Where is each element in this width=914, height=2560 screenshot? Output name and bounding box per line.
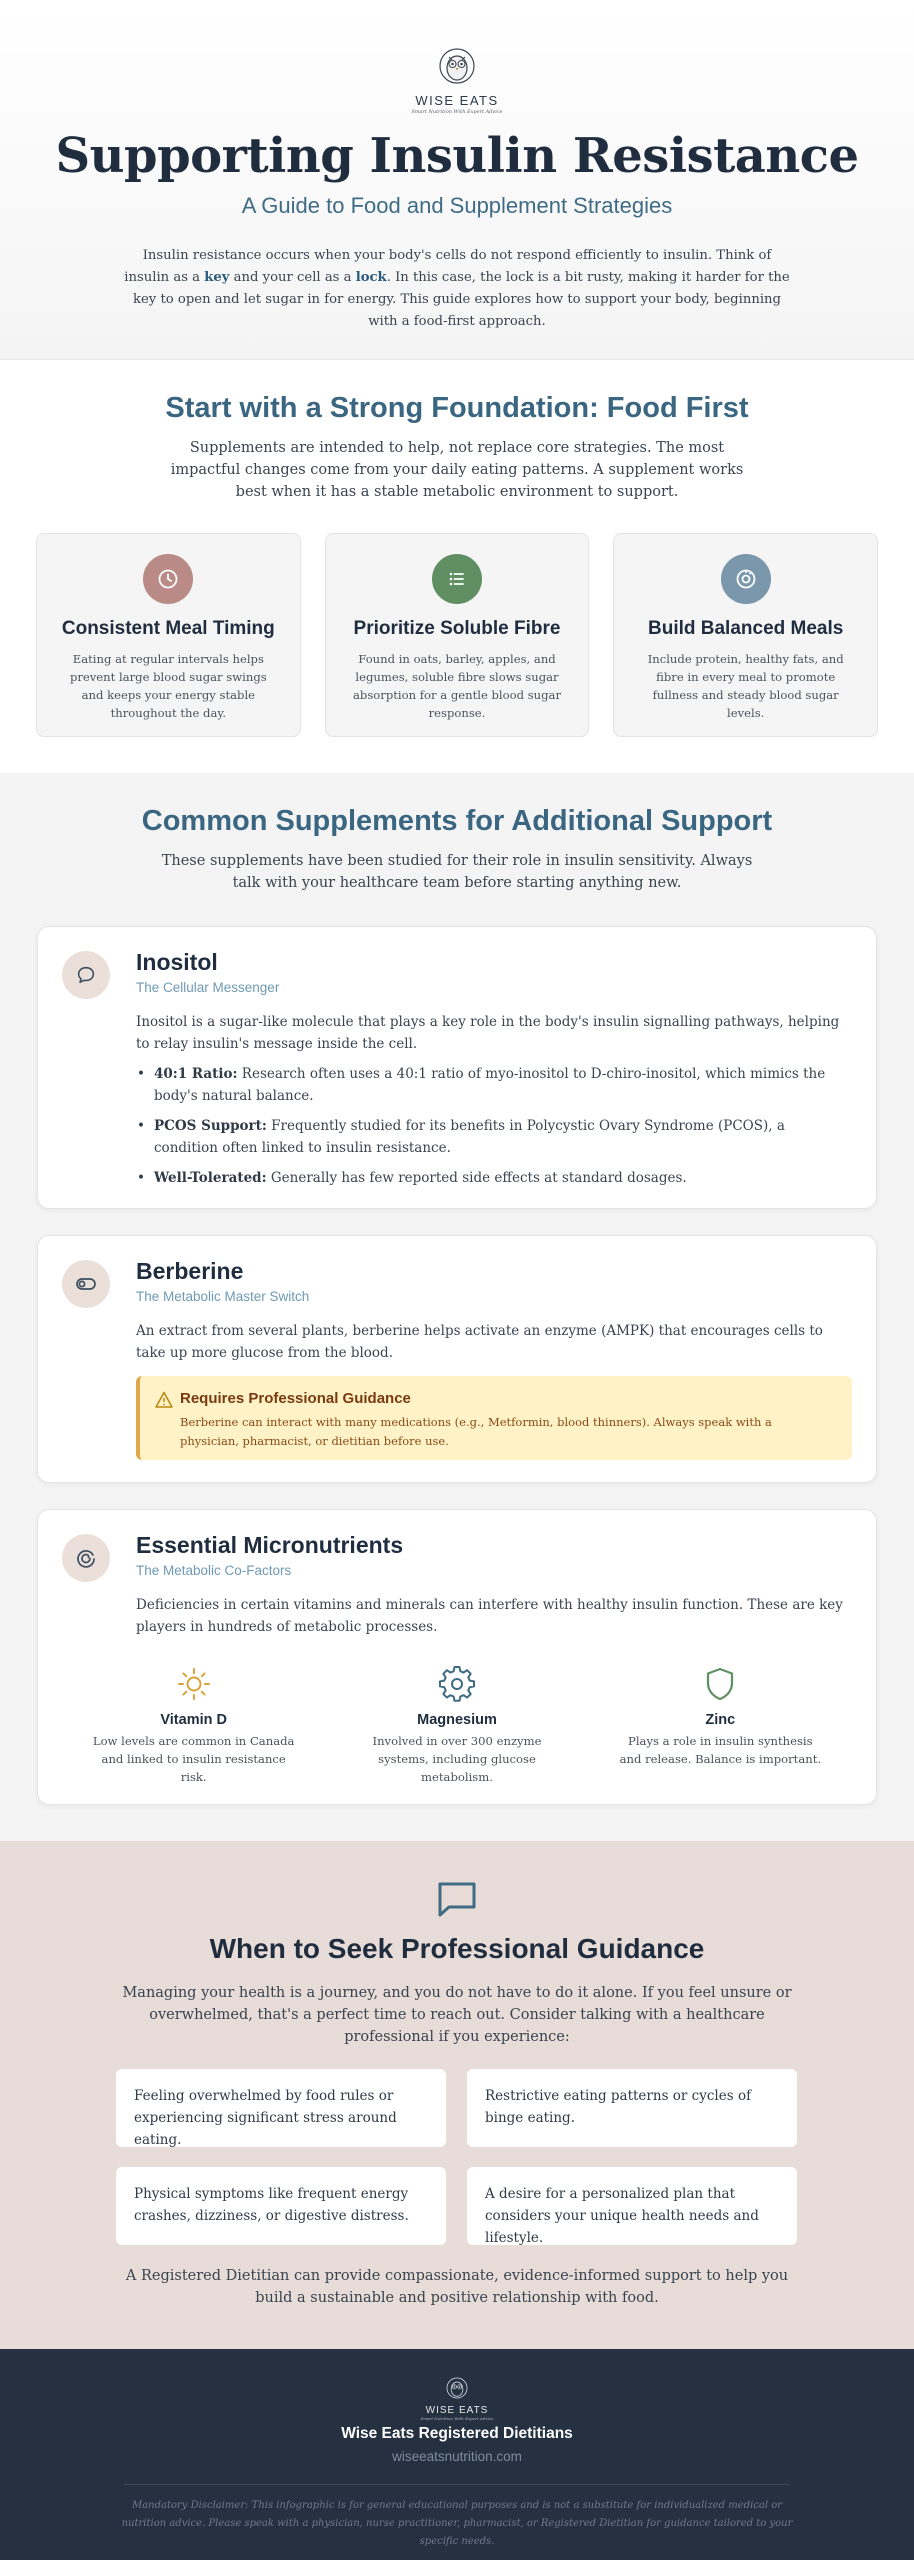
supplement-card-micronutrients <box>37 1509 877 1805</box>
micronutrient-text: Plays a role in insulin synthesis and release. Balance is important. <box>619 1734 822 1766</box>
supplement-tagline: The Metabolic Master Switch <box>136 1289 310 1304</box>
supplement-tagline: The Metabolic Co-Factors <box>136 1563 292 1578</box>
micronutrient-list <box>62 1664 852 1786</box>
bullet-label: 40:1 Ratio: <box>154 1066 238 1082</box>
card-title: Build Balanced Meals <box>648 618 844 639</box>
micronutrient-magnesium <box>325 1664 588 1786</box>
message-square-icon <box>434 1877 480 1923</box>
brand-tagline: Smart Nutrition With Expert Advice <box>411 109 503 115</box>
supplements-title: Common Supplements for Additional Support <box>141 805 773 837</box>
list-item <box>136 1063 852 1107</box>
gear-icon <box>437 1664 477 1704</box>
card-title: Consistent Meal Timing <box>61 618 275 639</box>
card-text: Eating at regular intervals helps prevent large blood sugar swings and keeps your energy stable throughout the day. <box>69 652 267 720</box>
supplement-tagline: The Cellular Messenger <box>136 980 280 995</box>
supplements-description: These supplements have been studied for their role in insulin sensitivity. Always talk with your healthcare team before starting anything new. <box>161 853 753 891</box>
footer-divider <box>124 2484 790 2485</box>
footer-website-link[interactable]: wiseeatsnutrition.com <box>392 2449 522 2464</box>
owl-logo-icon <box>444 2375 470 2401</box>
supplements-section <box>0 773 914 1841</box>
guidance-item: Restrictive eating patterns or cycles of binge eating. <box>467 2069 797 2147</box>
bullet-text: Frequently studied for its benefits in Polycystic Ovary Syndrome (PCOS), a condition often linked to insulin resistance. <box>154 1118 785 1156</box>
supplement-name: Berberine <box>136 1258 244 1284</box>
guidance-closing: A Registered Dietitian can provide compassionate, evidence-informed support to help you build a sustainable and positive relationship with food. <box>125 2268 789 2306</box>
footer-brand-name: WISE EATS <box>425 2405 489 2416</box>
food-first-description: Supplements are intended to help, not replace core strategies. The most impactful changes come from your daily eating patterns. A supplement works best when it has a stable metabolic environment to support. <box>170 440 744 500</box>
supplement-bullets <box>136 1063 852 1189</box>
card-text: Include protein, healthy fats, and fibre in every meal to promote fullness and steady blood sugar levels. <box>647 652 844 720</box>
plate-icon <box>721 554 771 604</box>
guidance-item: A desire for a personalized plan that considers your unique health needs and lifestyle. <box>467 2167 797 2245</box>
intro-key-term: key <box>204 270 230 285</box>
owl-logo-icon <box>435 44 479 88</box>
bullet-label: PCOS Support: <box>154 1118 267 1134</box>
supplement-card-berberine <box>37 1235 877 1483</box>
sun-icon <box>174 1664 214 1704</box>
supplement-body <box>136 1011 852 1189</box>
supplement-card-inositol <box>37 926 877 1209</box>
micronutrient-text: Involved in over 300 enzyme systems, including glucose metabolism. <box>372 1734 542 1784</box>
supplement-description: Deficiencies in certain vitamins and minerals can interfere with healthy insulin function. These are key players in hundreds of metabolic processes. <box>136 1597 843 1635</box>
toggle-icon <box>62 1260 110 1308</box>
page-title: Supporting Insulin Resistance <box>55 128 859 184</box>
footer-logo <box>0 2375 914 2421</box>
guidance-item: Feeling overwhelmed by food rules or experiencing significant stress around eating. <box>116 2069 446 2147</box>
footer-brand-tagline: Smart Nutrition With Expert Advice <box>420 2416 494 2421</box>
micronutrient-name: Zinc <box>705 1712 736 1728</box>
bullet-text: Research often uses a 40:1 ratio of myo-inositol to D-chiro-inositol, which mimics the body's natural balance. <box>154 1066 826 1104</box>
micronutrient-text: Low levels are common in Canada and linked to insulin resistance risk. <box>92 1734 295 1784</box>
brand-name: WISE EATS <box>415 93 499 108</box>
food-first-cards <box>36 533 878 737</box>
bullet-text: Generally has few reported side effects at standard dosages. <box>266 1170 687 1186</box>
micronutrient-vitamin-d <box>62 1664 325 1786</box>
card-title: Prioritize Soluble Fibre <box>353 618 561 639</box>
supplement-name: Inositol <box>136 949 218 975</box>
list-item <box>136 1167 852 1189</box>
list-icon <box>432 554 482 604</box>
warning-title: Requires Professional Guidance <box>180 1390 411 1407</box>
guidance-title: When to Seek Professional Guidance <box>209 1933 705 1964</box>
intro-paragraph <box>120 245 794 333</box>
intro-text: and your cell as a <box>229 270 356 285</box>
bullet-label: Well-Tolerated: <box>154 1170 267 1186</box>
list-item <box>136 1115 852 1159</box>
card-text: Found in oats, barley, apples, and legumes, soluble fibre slows sugar absorption for a gentle blood sugar response. <box>353 652 561 720</box>
intro-lock-term: lock <box>355 270 387 285</box>
intro-text: Insulin resistance occurs when your body's cells do not respond efficiently to insulin. Think of insulin as a <box>124 248 772 285</box>
footer-org-name: Wise Eats Registered Dietitians <box>341 2425 573 2442</box>
page-footer <box>0 2349 914 2560</box>
spiral-icon <box>62 1534 110 1582</box>
warning-icon <box>154 1390 174 1410</box>
guidance-description: Managing your health is a journey, and you do not have to do it alone. If you feel unsure or overwhelmed, that's a perfect time to reach out. Consider talking with a healthcare professional if you experience: <box>122 1985 792 2045</box>
card-balanced-meals <box>613 533 878 737</box>
micronutrient-name: Vitamin D <box>160 1712 227 1728</box>
supplement-description: An extract from several plants, berberine helps activate an enzyme (AMPK) that encourages cells to take up more glucose from the blood. <box>136 1323 823 1361</box>
card-soluble-fibre <box>325 533 590 737</box>
supplement-name: Essential Micronutrients <box>136 1532 404 1558</box>
warning-text: Berberine can interact with many medications (e.g., Metformin, blood thinners). Always speak with a physician, pharmacist, or dietitian before use. <box>180 1415 772 1448</box>
shield-icon <box>700 1664 740 1704</box>
hero-header <box>0 0 914 360</box>
professional-guidance-section <box>0 1841 914 2349</box>
page-subtitle: A Guide to Food and Supplement Strategies <box>241 193 673 218</box>
micronutrient-zinc <box>589 1664 852 1786</box>
food-first-title: Start with a Strong Foundation: Food First <box>165 392 749 424</box>
clock-icon <box>143 554 193 604</box>
card-meal-timing <box>36 533 301 737</box>
brand-logo <box>0 44 914 115</box>
guidance-item: Physical symptoms like frequent energy crashes, dizziness, or digestive distress. <box>116 2167 446 2245</box>
warning-callout <box>136 1376 852 1460</box>
intro-text: . In this case, the lock is a bit rusty, making it harder for the key to open and let sugar in for energy. This guide explores how to support your body, beginning with a food-first approach. <box>133 270 790 329</box>
footer-disclaimer: Mandatory Disclaimer: This infographic is for general educational purposes and is not a substitute for individualized medical or nutrition advice. Please speak with a physician, nurse practitioner, pharmacist, or Registered Dietitian for guidance tailored to your specific needs. <box>121 2500 793 2547</box>
supplement-description: Inositol is a sugar-like molecule that plays a key role in the body's insulin signalling pathways, helping to relay insulin's message inside the cell. <box>136 1014 840 1052</box>
chat-bubble-icon <box>62 951 110 999</box>
micronutrient-name: Magnesium <box>417 1712 497 1728</box>
